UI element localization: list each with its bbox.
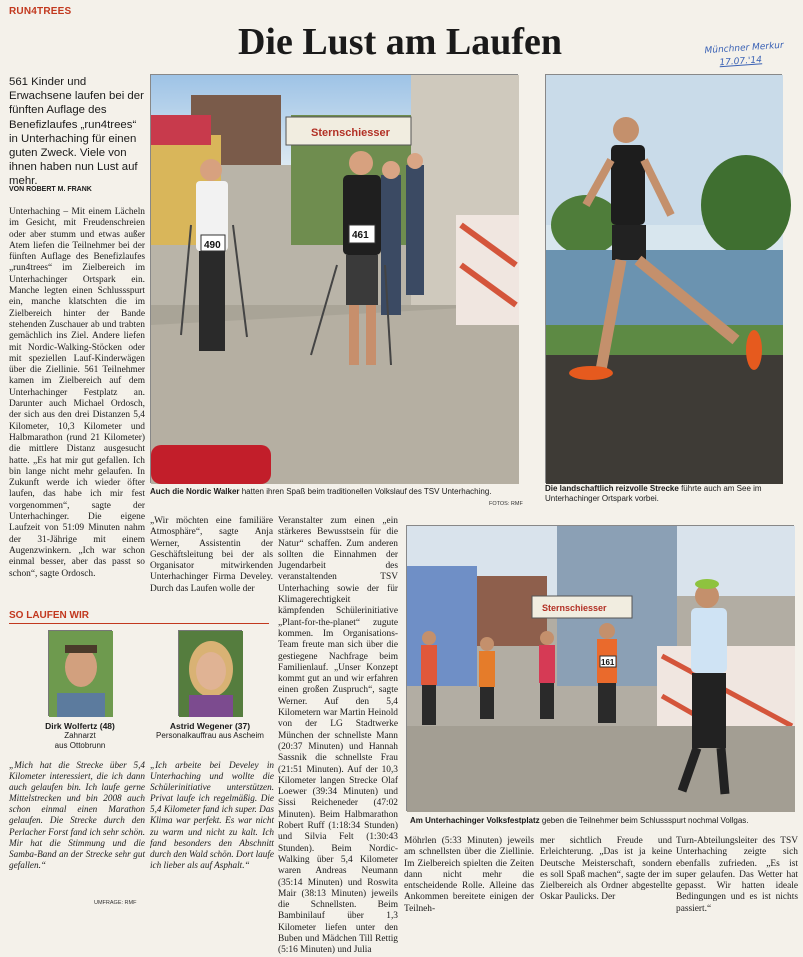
bib-number: 161: [601, 658, 615, 667]
photo-credit: FOTOS: RMF: [489, 501, 523, 507]
photo-finish-sprint-image: [407, 526, 795, 812]
article-column-6: Turn-Abteilungsleiter des TSV Unterhaching zeigte sich ebenfalls zufrieden. „Es ist super gelaufen. Das Wetter hat gepasst. Wir hatten ideale Bedingungen und es ist nichts passiert.“: [676, 836, 798, 914]
photo-caption-nordic-walkers: [150, 487, 522, 497]
photo-nordic-walkers-image: [151, 75, 519, 484]
banner-text: Sternschiesser: [542, 603, 607, 613]
survey-quote-1: „Mich hat die Strecke über 5,4 Kilometer interessiert, die ich dann auch gelaufen bin. Ich laufe gerne Mittelstrecken und bin 2008 auch schon einmal einen Marathon gelaufen. Die Strecke durch den Perlacher Forst fand ich sehr schön. Mir hat die Stimmung und die Samba-Band an der Strecke sehr gut gefallen.“: [9, 760, 145, 870]
section-kicker: RUN4TREES: [9, 6, 72, 17]
caption-bold: Auch die Nordic Walker: [150, 487, 240, 496]
bib-number-right: 461: [352, 230, 369, 241]
article-column-4: Möhrlen (5:33 Minuten) jeweils am schnellsten über die Ziellinie. Im Zielbereich spielten die Zeiten dann nicht mehr die entscheidende Rolle. Alleine das Ankommen bereitete einigen der Teilneh-: [404, 836, 534, 914]
caption-bold: Die landschaftlich reizvolle Strecke: [545, 484, 679, 493]
survey-person-1: [20, 630, 140, 751]
article-column-1: Unterhaching – Mit einem Lächeln im Gesicht, mit Freudenschreien oder aber stumm und etwas außer Atem liefen die Teilnehmer bei der fünften Auflage des Benefizlaufes „run4trees“ im Zielbereich im Unterhachinger Ortspark ein. Manche legten einen Schlussspurt ein, manche klatschten die im Zielbereich hinter der Bande stehenden Zuschauer ab und trabten gemächlich ins Ziel. Andere liefen mit Nordic-Walking-Stöcken oder mit speziellen Lauf-Kinderwägen über die Ziellinie. 561 Teilnehmer kamen im Zielbereich auf dem Unterhachinger Festplatz an. Darunter auch Michael Ordosch, der sich aus den drei Distanzen 5,4 Kilometer, 10,3 Kilometer und Halbmarathon (rund 21 Kilometer) die mittlere Distanz ausgesucht hatte. „Es hat mir gut gefallen. Ich bin lange nicht mehr gelaufen. In Zukunft werde ich wieder öfter laufen, das habe ich mir fest vorgenommen“, sagte der Unterhachinger. Die eigene Laufzeit von 51:09 Minuten nahm der 31-Jährige mit einem Augenzwinkern. „Ich war schon einmal besser, aber das passt so schon“, sagte Ordosch.: [9, 207, 145, 579]
photo-caption-lake-runner: [545, 484, 795, 504]
article-column-3: Veranstalter zum einen „ein stärkeres Bewusstsein für die Natur“ schaffen. Zum anderen sollten die Einnahmen der Jugendarbeit des veranstaltenden TSV Unterhaching sowie der für Klimagerechtigkeit kämpfenden Schülerinitiative „Plant-for-the-planet“ zugute kommen. Im Organisations-Team freute man sich über die gestiegene Nachfrage beim Familienlauf. „Unser Konzept kommt gut an und wir erfahren einen großen Zuspruch“, sagte Werner. Auf den 5,4 Kilometern war Martin Heinold von der LG Stadtwerke München der schnellste Mann (20:37 Minuten) und Hannah Sassnik die schnellste Frau (21:51 Minuten). Auf der 10,3 Kilometer langen Strecke Olaf Loewer (39:34 Minuten) und Sissi Reicheneder (47:02 Minuten). Beim Halbmarathon Robert Ruff (1:18:34 Stunden) und Silvia Felt (1:30:43 Stunden). Beim Nordic-Walking über 5,4 Kilometer waren Andreas Neumann (35:14 Minuten) und Roswita Mair (38:13 Minuten) jeweils die Schnellsten. Beim Bambinilauf über 1,3 Kilometer liefen unter den Buben und Mädchen Till Rettig (5:16 Minuten) und Julia: [278, 516, 398, 956]
survey-heading: SO LAUFEN WIR: [9, 610, 269, 624]
article-column-2: „Wir möchten eine familiäre Atmosphäre“, sagte Anja Werner, Assistentin der Geschäftsleitung bei der als Organisator mitwirkenden Unterhachinger Firma Develey. Durch das Laufen wolle der: [150, 516, 273, 594]
article-column-5: mer sichtlich Freude und Erleichterung. „Das ist ja keine Deutsche Meisterschaft, sondern es soll Spaß machen“, sagte der im Zielbereich als Ordner abgestellte Oskar Paulicks. Der: [540, 836, 672, 903]
person-role: Personalkauffrau aus Ascheim: [156, 731, 264, 740]
survey-person-2: [150, 630, 270, 741]
photo-finish-sprint: [406, 525, 794, 811]
photo-lake-runner-image: [546, 75, 783, 484]
banner-text: Sternschiesser: [311, 127, 390, 139]
survey-credit: UMFRAGE: RMF: [94, 900, 137, 906]
handnote-date: 17.07.'14: [719, 55, 763, 69]
photo-nordic-walkers: [150, 74, 518, 483]
avatar: [48, 630, 112, 716]
person-name: Dirk Wolfertz (48): [45, 721, 115, 731]
handwritten-note: [704, 39, 798, 71]
person-name: Astrid Wegener (37): [169, 721, 251, 731]
caption-bold: Am Unterhachinger Volksfestplatz: [410, 816, 540, 825]
photo-lake-runner: [545, 74, 782, 483]
avatar: [178, 630, 242, 716]
photo-caption-finish-sprint: [410, 816, 794, 826]
caption-text: geben die Teilnehmer beim Schlussspurt nochmal Vollgas.: [539, 816, 749, 825]
page-title: Die Lust am Laufen: [237, 21, 563, 63]
survey-quote-2: „Ich arbeite bei Develey in Unterhaching und wollte die Schülerinitiative unterstützen. Privat laufe ich regelmäßig. Die 5,4 Kilometer fand ich super. Das Klima war perfekt. Es war nicht zu warm und nicht zu kalt. Ich fand besonders den Abschnitt durch den Wald schön. Dort laufe ich lieber als auf Asphalt.“: [150, 760, 274, 870]
person-role: Zahnarzt: [64, 731, 96, 740]
handnote-source: Münchner Merkur: [704, 40, 785, 57]
caption-text: hatten ihren Spaß beim traditionellen Volkslauf des TSV Unterhaching.: [239, 487, 492, 496]
bib-number-left: 490: [204, 240, 221, 251]
lead-paragraph: 561 Kinder und Erwachsene laufen bei der fünften Auflage des Benefizlaufes „run4trees“ in Unterhaching für einen guten Zweck. Viele von ihnen haben nun Lust auf mehr.: [9, 76, 144, 188]
portrait-dirk-image: [49, 631, 113, 717]
byline: VON ROBERT M. FRANK: [9, 186, 92, 193]
caption-text: führte auch am See im Unterhachinger Ortspark vorbei.: [545, 484, 762, 503]
person-origin: aus Ottobrunn: [54, 741, 106, 750]
portrait-astrid-image: [179, 631, 243, 717]
